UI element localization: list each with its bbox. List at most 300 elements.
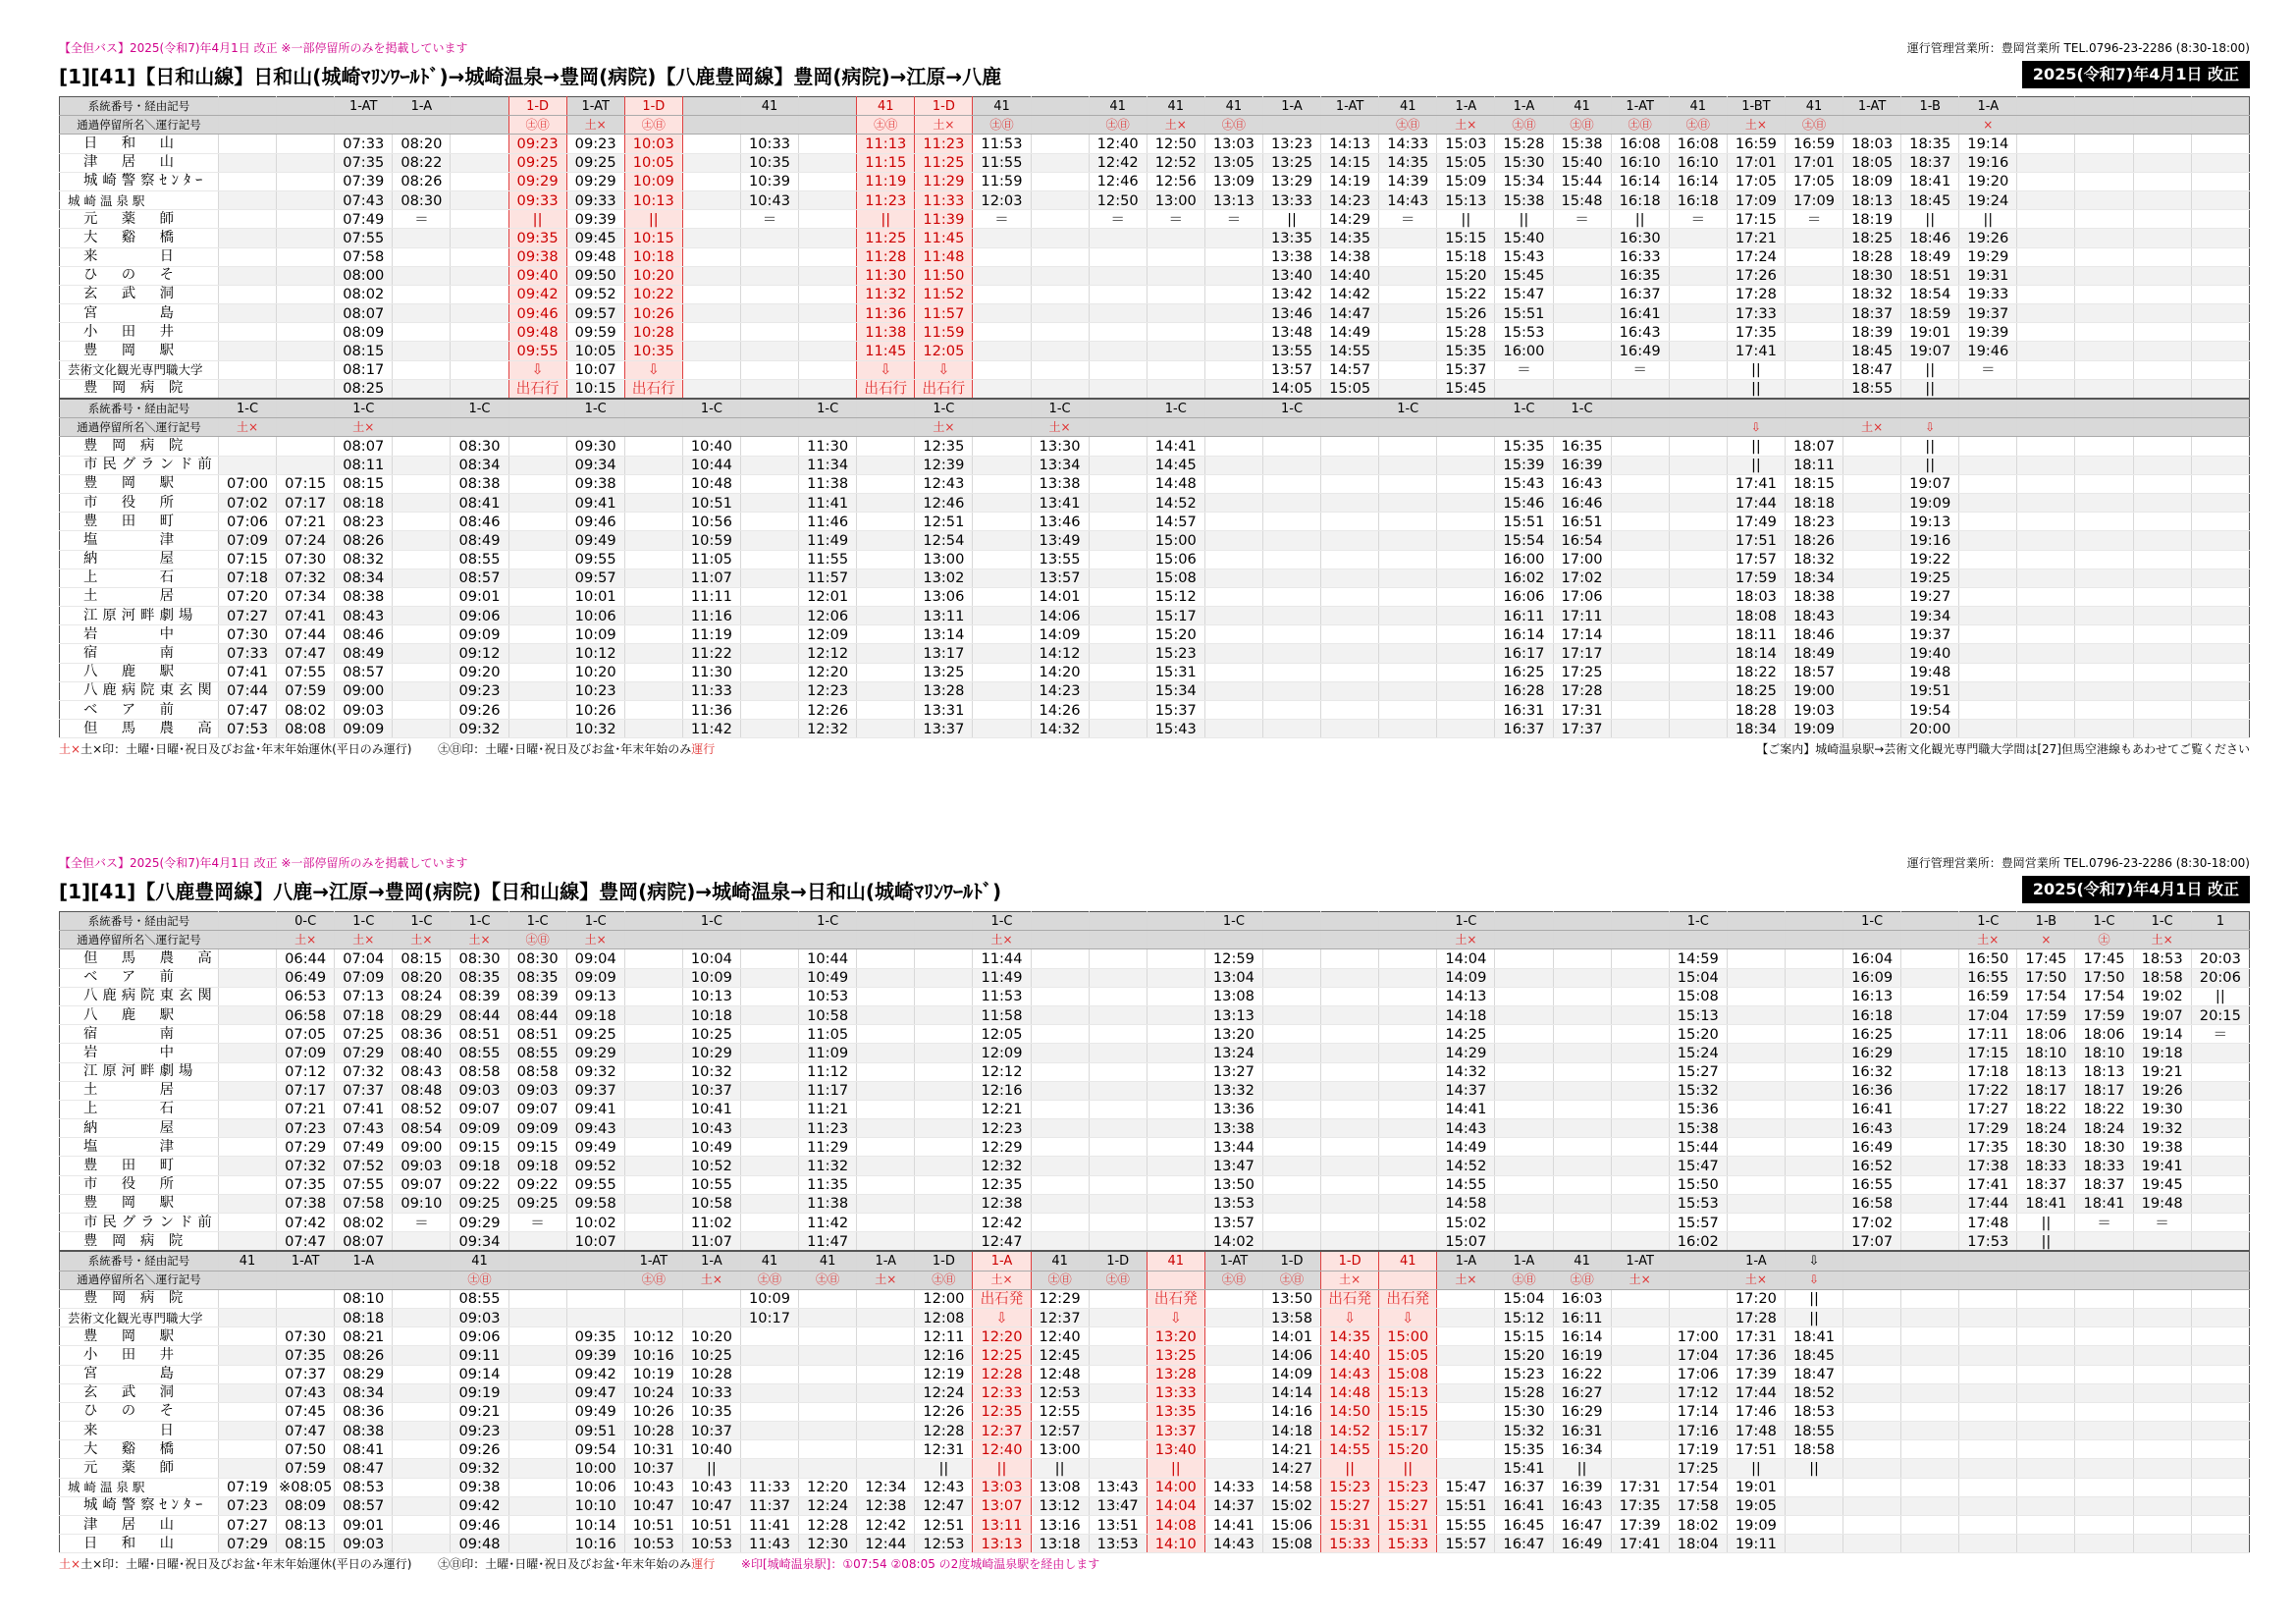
departure-time: 18:24 — [2075, 1119, 2133, 1138]
departure-time — [1379, 663, 1437, 681]
departure-time: 15:28 — [1437, 323, 1495, 342]
departure-time — [2133, 1459, 2191, 1478]
service-mark — [451, 116, 508, 135]
route-code: 1-C — [1147, 399, 1204, 418]
departure-time: 16:37 — [1611, 285, 1669, 303]
departure-time: 09:26 — [451, 701, 508, 720]
departure-time: ＝ — [1959, 360, 2017, 379]
departure-time — [1669, 456, 1727, 474]
departure-time: 16:18 — [1669, 190, 1727, 209]
departure-time — [1321, 456, 1379, 474]
departure-time: 11:19 — [682, 625, 740, 644]
departure-time: 07:47 — [218, 701, 276, 720]
departure-time: 07:29 — [335, 1044, 393, 1062]
route-code: 41 — [973, 97, 1031, 116]
departure-time: 13:58 — [1262, 1308, 1320, 1326]
departure-time: 07:37 — [335, 1081, 393, 1100]
departure-time: 14:23 — [1321, 190, 1379, 209]
departure-time — [1437, 1308, 1495, 1326]
departure-time — [1204, 663, 1262, 681]
service-mark — [2191, 418, 2249, 437]
departure-time: 13:42 — [1262, 285, 1320, 303]
departure-time: 17:27 — [1959, 1100, 2017, 1118]
departure-time: 19:05 — [1727, 1496, 1785, 1515]
departure-time: 07:32 — [277, 1157, 335, 1175]
departure-time: 17:28 — [1727, 1308, 1785, 1326]
departure-time: 13:00 — [1147, 190, 1204, 209]
departure-time: ⇩ — [1321, 1308, 1379, 1326]
departure-time: || — [1785, 1289, 1842, 1308]
departure-time: 15:44 — [1669, 1138, 1727, 1157]
departure-time: 15:45 — [1437, 379, 1495, 399]
departure-time: 09:39 — [566, 210, 624, 229]
departure-time: 13:49 — [1031, 531, 1089, 550]
departure-time: ＝ — [1495, 360, 1553, 379]
departure-time: 13:44 — [1204, 1138, 1262, 1157]
service-mark: 土× — [566, 931, 624, 949]
departure-time — [857, 1025, 915, 1044]
departure-time: 09:42 — [566, 1365, 624, 1383]
departure-time: 10:16 — [624, 1346, 682, 1365]
service-mark — [2191, 931, 2249, 949]
departure-time — [1785, 1119, 1842, 1138]
departure-time: 09:35 — [566, 1327, 624, 1346]
departure-time: 08:22 — [393, 153, 451, 172]
departure-time: 09:15 — [451, 1138, 508, 1157]
departure-time: 16:00 — [1495, 550, 1553, 568]
departure-time — [740, 1175, 798, 1194]
route-code: 41 — [1204, 97, 1262, 116]
departure-time — [624, 1289, 682, 1308]
departure-time — [1901, 1459, 1959, 1478]
departure-time: 12:52 — [1147, 153, 1204, 172]
service-mark: 土× — [566, 116, 624, 135]
service-mark — [508, 1271, 566, 1289]
departure-time — [740, 513, 798, 531]
departure-time: 16:28 — [1495, 681, 1553, 700]
departure-time — [1843, 550, 1901, 568]
departure-time — [1321, 1138, 1379, 1157]
service-mark — [1031, 931, 1089, 949]
departure-time — [508, 1289, 566, 1308]
departure-time: 08:30 — [451, 949, 508, 968]
departure-time — [1611, 1194, 1669, 1213]
departure-time — [682, 247, 740, 266]
departure-time — [799, 1346, 857, 1365]
departure-time — [1553, 1175, 1611, 1194]
service-mark — [1262, 931, 1320, 949]
departure-time: 11:19 — [857, 172, 915, 190]
departure-time: 10:33 — [740, 135, 798, 153]
departure-time: 12:28 — [973, 1365, 1031, 1383]
departure-time — [1204, 323, 1262, 342]
departure-time: 09:29 — [451, 1214, 508, 1232]
departure-time — [393, 625, 451, 644]
departure-time: 09:25 — [566, 1025, 624, 1044]
departure-time: 09:21 — [451, 1402, 508, 1421]
departure-time: 09:18 — [508, 1157, 566, 1175]
departure-time — [1031, 968, 1089, 987]
departure-time — [2017, 323, 2075, 342]
route-code — [682, 97, 740, 116]
departure-time — [1959, 513, 2017, 531]
departure-time: 14:43 — [1321, 1365, 1379, 1383]
departure-time — [2133, 607, 2191, 625]
table-row — [60, 513, 2250, 531]
departure-time — [1031, 1025, 1089, 1044]
departure-time — [1379, 1005, 1437, 1024]
departure-time — [508, 1496, 566, 1515]
departure-time — [740, 1025, 798, 1044]
departure-time — [1495, 1081, 1553, 1100]
departure-time: 08:57 — [335, 663, 393, 681]
departure-time: ⇩ — [1379, 1308, 1437, 1326]
departure-time — [1785, 1081, 1842, 1100]
departure-time — [740, 1100, 798, 1118]
stop-name: 宮 島 — [60, 304, 219, 323]
departure-time: 17:44 — [1727, 493, 1785, 512]
service-mark — [393, 418, 451, 437]
departure-time: 13:20 — [1147, 1327, 1204, 1346]
service-mark: ㊏㊐ — [1553, 116, 1611, 135]
departure-time: 12:40 — [1031, 1327, 1089, 1346]
departure-time: 17:00 — [1553, 550, 1611, 568]
departure-time — [1379, 531, 1437, 550]
departure-time: 11:25 — [915, 153, 973, 172]
departure-time: 11:33 — [682, 681, 740, 700]
departure-time — [857, 1402, 915, 1421]
departure-time — [1843, 456, 1901, 474]
service-mark — [1727, 931, 1785, 949]
departure-time — [1553, 968, 1611, 987]
departure-time: 09:18 — [451, 1157, 508, 1175]
departure-time: 17:26 — [1727, 266, 1785, 285]
departure-time: 18:46 — [1785, 625, 1842, 644]
departure-time: 17:46 — [1727, 1402, 1785, 1421]
route-code: 1-A — [1262, 97, 1320, 116]
departure-time — [1669, 568, 1727, 587]
departure-time — [393, 568, 451, 587]
departure-time: 17:44 — [1727, 1383, 1785, 1402]
departure-time: 12:25 — [973, 1346, 1031, 1365]
departure-time — [218, 172, 276, 190]
departure-time — [2075, 1365, 2133, 1383]
departure-time — [857, 1422, 915, 1440]
departure-time — [1262, 1232, 1320, 1252]
departure-time — [1031, 949, 1089, 968]
departure-time — [1204, 342, 1262, 360]
departure-time — [451, 285, 508, 303]
departure-time — [1959, 587, 2017, 606]
departure-time — [393, 304, 451, 323]
departure-time: 09:46 — [451, 1516, 508, 1535]
service-mark: ㊏㊐ — [1553, 1271, 1611, 1289]
departure-time — [1262, 1194, 1320, 1213]
service-mark: 土× — [915, 418, 973, 437]
departure-time: 07:59 — [277, 1459, 335, 1478]
departure-time — [277, 285, 335, 303]
departure-time: 19:48 — [2133, 1194, 2191, 1213]
departure-time — [682, 323, 740, 342]
departure-time: 16:43 — [1611, 323, 1669, 342]
departure-time — [2191, 1044, 2249, 1062]
departure-time — [1147, 968, 1204, 987]
departure-time — [393, 550, 451, 568]
departure-time — [2191, 720, 2249, 738]
departure-time: 15:47 — [1437, 1478, 1495, 1496]
departure-time — [2075, 285, 2133, 303]
departure-time: 18:11 — [1785, 456, 1842, 474]
departure-time — [1553, 1157, 1611, 1175]
departure-time: || — [1901, 379, 1959, 399]
departure-time: 09:55 — [566, 1175, 624, 1194]
departure-time — [1437, 720, 1495, 738]
departure-time — [2075, 531, 2133, 550]
departure-time: 16:08 — [1611, 135, 1669, 153]
departure-time — [1843, 437, 1901, 456]
route-header-label: 系統番号・経由記号 — [60, 399, 219, 418]
office-contact: 運行管理営業所：豊岡営業所 TEL.0796-23-2286 (8:30-18:00) — [1906, 856, 2250, 870]
departure-time: 18:58 — [2133, 968, 2191, 987]
route-code: 1-C — [1379, 399, 1437, 418]
departure-time — [973, 247, 1031, 266]
departure-time: 18:25 — [1727, 681, 1785, 700]
departure-time — [1262, 1119, 1320, 1138]
table-row — [60, 1327, 2250, 1346]
departure-time — [1204, 474, 1262, 493]
departure-time — [2075, 456, 2133, 474]
departure-time: 11:59 — [973, 172, 1031, 190]
route-code — [1089, 399, 1147, 418]
departure-time — [1843, 720, 1901, 738]
departure-time — [1611, 663, 1669, 681]
table-row — [60, 1440, 2250, 1459]
departure-time — [1437, 1440, 1495, 1459]
departure-time — [1959, 1327, 2017, 1346]
departure-time — [740, 1214, 798, 1232]
departure-time: 15:08 — [1262, 1535, 1320, 1553]
route-code — [566, 1251, 624, 1271]
departure-time — [2075, 135, 2133, 153]
departure-time — [508, 663, 566, 681]
departure-time — [1611, 1175, 1669, 1194]
departure-time — [1959, 437, 2017, 456]
departure-time — [1204, 1327, 1262, 1346]
departure-time — [508, 513, 566, 531]
departure-time: 13:02 — [915, 568, 973, 587]
departure-time — [1669, 531, 1727, 550]
departure-time: 08:51 — [508, 1025, 566, 1044]
route-code: 1-A — [682, 1251, 740, 1271]
lower-mark-row — [60, 1271, 2250, 1289]
departure-time: 17:50 — [2075, 968, 2133, 987]
departure-time: 09:12 — [451, 644, 508, 663]
departure-time — [1959, 663, 2017, 681]
departure-time: 10:05 — [566, 342, 624, 360]
departure-time: 18:23 — [1785, 513, 1842, 531]
departure-time — [2133, 625, 2191, 644]
departure-time — [2191, 153, 2249, 172]
departure-time — [1147, 1044, 1204, 1062]
departure-time: 10:19 — [624, 1365, 682, 1383]
departure-time — [973, 531, 1031, 550]
departure-time: 19:22 — [1901, 550, 1959, 568]
departure-time: 09:48 — [451, 1535, 508, 1553]
departure-time — [1901, 1232, 1959, 1252]
departure-time: 13:57 — [1031, 568, 1089, 587]
departure-time: 11:12 — [799, 1062, 857, 1081]
departure-time — [1727, 949, 1785, 968]
departure-time: 12:21 — [973, 1100, 1031, 1118]
stop-name: 江原河畔劇場 — [60, 1062, 219, 1081]
route-code — [1959, 399, 2017, 418]
departure-time: 17:57 — [1727, 550, 1785, 568]
departure-time — [624, 681, 682, 700]
departure-time: ＝ — [1611, 360, 1669, 379]
departure-time: 07:06 — [218, 513, 276, 531]
departure-time — [624, 1025, 682, 1044]
departure-time — [915, 1081, 973, 1100]
departure-time — [1553, 1138, 1611, 1157]
departure-time — [2017, 663, 2075, 681]
departure-time: 16:09 — [1843, 968, 1901, 987]
service-mark: ㊏ — [2075, 931, 2133, 949]
departure-time: 18:17 — [2017, 1081, 2075, 1100]
departure-time: 15:57 — [1669, 1214, 1727, 1232]
route-code — [1959, 1251, 2017, 1271]
departure-time: 18:58 — [1785, 1440, 1842, 1459]
departure-time: 10:43 — [682, 1119, 740, 1138]
departure-time — [1089, 437, 1147, 456]
departure-time: 07:50 — [277, 1440, 335, 1459]
departure-time: 09:03 — [335, 701, 393, 720]
departure-time — [1901, 1025, 1959, 1044]
table-row — [60, 625, 2250, 644]
departure-time: 07:52 — [335, 1157, 393, 1175]
departure-time: ⇩ — [508, 360, 566, 379]
departure-time — [508, 607, 566, 625]
departure-time: 16:04 — [1843, 949, 1901, 968]
departure-time: 08:36 — [393, 1025, 451, 1044]
departure-time: 08:55 — [451, 1289, 508, 1308]
stop-name: 日 和 山 — [60, 1535, 219, 1553]
departure-time — [2075, 1289, 2133, 1308]
departure-time — [1437, 550, 1495, 568]
departure-time — [1089, 1175, 1147, 1194]
departure-time: 18:37 — [1901, 153, 1959, 172]
departure-time: 18:45 — [1785, 1346, 1842, 1365]
departure-time — [973, 568, 1031, 587]
departure-time — [1204, 1365, 1262, 1383]
departure-time: 16:41 — [1843, 1100, 1901, 1118]
departure-time: 10:18 — [682, 1005, 740, 1024]
departure-time — [1669, 587, 1727, 606]
departure-time — [1611, 1119, 1669, 1138]
route-code: 1-C — [799, 912, 857, 931]
departure-time — [1843, 1402, 1901, 1421]
departure-time — [1321, 587, 1379, 606]
route-code — [1669, 1251, 1727, 1271]
stop-name: 大 谿 橋 — [60, 1440, 219, 1459]
departure-time — [1089, 1044, 1147, 1062]
departure-time — [1611, 681, 1669, 700]
route-code: 41 — [1379, 97, 1437, 116]
departure-time — [2017, 304, 2075, 323]
departure-time — [1785, 1175, 1842, 1194]
departure-time: 10:22 — [624, 285, 682, 303]
departure-time — [508, 1402, 566, 1421]
departure-time: 16:49 — [1843, 1138, 1901, 1157]
departure-time — [1785, 1214, 1842, 1232]
departure-time — [1379, 513, 1437, 531]
departure-time — [218, 135, 276, 153]
departure-time: 14:08 — [1147, 1516, 1204, 1535]
departure-time — [1321, 1005, 1379, 1024]
departure-time: 10:52 — [682, 1157, 740, 1175]
departure-time: 11:02 — [682, 1214, 740, 1232]
stop-name: 但 馬 農 高 — [60, 949, 219, 968]
route-code — [1262, 912, 1320, 931]
route-code: 1-C — [915, 399, 973, 418]
departure-time: 14:55 — [1321, 1440, 1379, 1459]
departure-time: 10:06 — [566, 1478, 624, 1496]
departure-time: 17:14 — [1553, 625, 1611, 644]
departure-time — [1089, 379, 1147, 399]
departure-time — [2017, 701, 2075, 720]
departure-time: ＝ — [1204, 210, 1262, 229]
departure-time — [1901, 949, 1959, 968]
departure-time: 07:49 — [335, 210, 393, 229]
route-code: 1-D — [915, 1251, 973, 1271]
departure-time: 10:26 — [624, 304, 682, 323]
departure-time — [1495, 1100, 1553, 1118]
route-code — [1089, 912, 1147, 931]
stop-name: 豊 岡 病 院 — [60, 1232, 219, 1252]
departure-time — [1785, 1194, 1842, 1213]
departure-time — [624, 1100, 682, 1118]
departure-time — [218, 1005, 276, 1024]
departure-time — [799, 323, 857, 342]
departure-time — [1669, 1308, 1727, 1326]
stop-name: 玄 武 洞 — [60, 1383, 219, 1402]
page-title: [1][41]【八鹿豊岡線】八鹿→江原→豊岡(病院)【日和山線】豊岡(病院)→城崎温泉→日和山(城崎ﾏﾘﾝﾜｰﾙﾄﾞ) — [59, 880, 1002, 903]
departure-time — [740, 1422, 798, 1440]
departure-time: 17:28 — [1553, 681, 1611, 700]
departure-time — [1379, 1175, 1437, 1194]
departure-time — [857, 607, 915, 625]
route-code: 1-AT — [335, 97, 393, 116]
departure-time — [973, 229, 1031, 247]
table-row — [60, 1157, 2250, 1175]
departure-time — [740, 587, 798, 606]
table-row — [60, 285, 2250, 303]
departure-time: 18:25 — [1843, 229, 1901, 247]
departure-time: 17:02 — [1843, 1214, 1901, 1232]
departure-time: 15:36 — [1669, 1100, 1727, 1118]
departure-time: 16:55 — [1959, 968, 2017, 987]
departure-time: 12:53 — [915, 1535, 973, 1553]
departure-time — [393, 1535, 451, 1553]
departure-time: 12:35 — [915, 437, 973, 456]
departure-time — [1089, 474, 1147, 493]
departure-time: 16:46 — [1553, 493, 1611, 512]
departure-time: 10:07 — [566, 360, 624, 379]
departure-time — [2133, 379, 2191, 399]
departure-time: 12:35 — [973, 1402, 1031, 1421]
revision-badge: 2025(令和7)年4月1日 改正 — [2022, 876, 2250, 903]
departure-time — [857, 1157, 915, 1175]
departure-time: 14:13 — [1321, 135, 1379, 153]
